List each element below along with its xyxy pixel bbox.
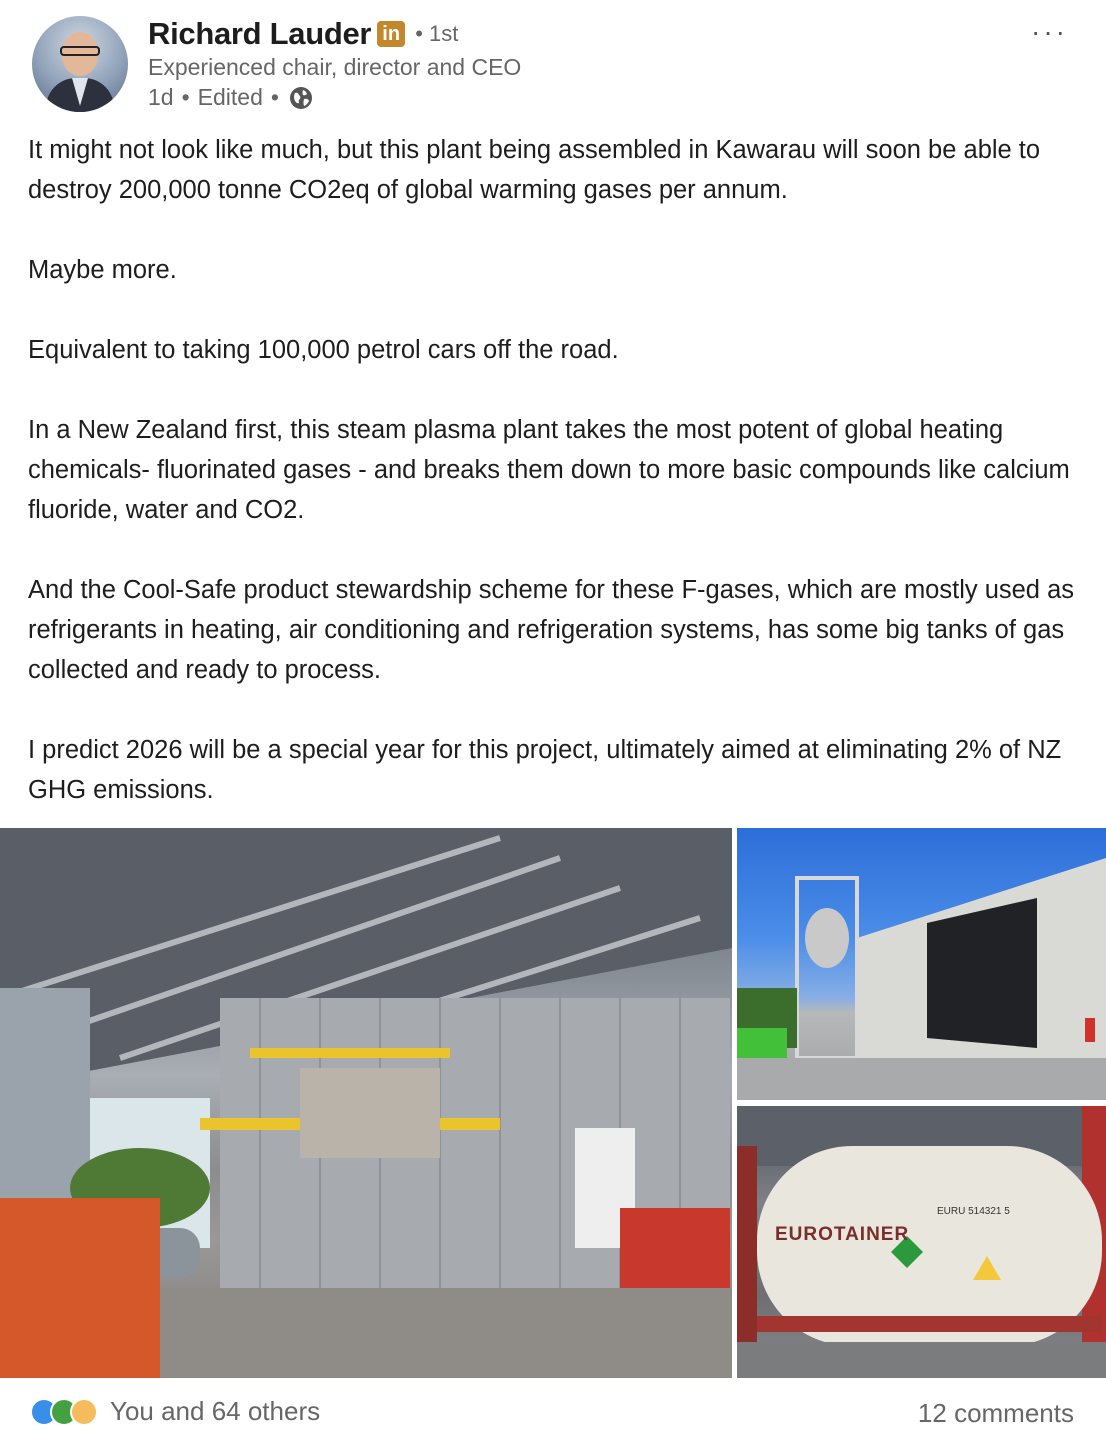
author-name[interactable]: Richard Lauder [148,16,372,51]
post-body [28,130,1088,850]
reactions-summary[interactable] [30,1396,320,1427]
post-paragraph: I predict 2026 will be a special year for this project, ultimately aimed at eliminating 2% of NZ GHG emissions. [28,736,1062,804]
linkedin-badge-icon: in [377,21,405,47]
post-paragraph: In a New Zealand first, this steam plasma plant takes the most potent of global heating chemicals- fluorinated gases - and breaks them down to more basic compounds like calcium fluoride, water and CO2. [28,416,1070,524]
more-icon[interactable]: ··· [1031,16,1068,47]
insightful-icon [70,1398,98,1426]
meta-separator-2: • [270,84,279,110]
connection-degree: • 1st [415,21,459,46]
post-paragraph: Equivalent to taking 100,000 petrol cars off the road. [28,336,619,364]
author-headline: Experienced chair, director and CEO [148,54,522,80]
post-images [0,828,1106,1380]
author-avatar[interactable] [32,16,128,112]
tank-code-label: EURU 514321 5 [937,1206,1010,1217]
meta-separator: • [181,84,190,110]
post-paragraph: And the Cool-Safe product stewardship scheme for these F-gases, which are mostly used as refrigerants in heating, air conditioning and refrigeration systems, has some big tanks of gas collected and ready to process. [28,576,1075,684]
plant-exterior-photo[interactable] [737,828,1106,1100]
globe-icon [289,86,313,110]
post-time: 1d [148,84,174,110]
tank-brand-label: EUROTAINER [775,1224,910,1245]
reaction-count[interactable]: You and 64 others [110,1396,321,1426]
post-paragraph: It might not look like much, but this plant being assembled in Kawarau will soon be able to destroy 200,000 tonne CO2eq of global warming gases per annum. [28,136,1041,204]
post-paragraph: Maybe more. [28,256,177,284]
post-footer [0,1392,1106,1436]
post-header [32,16,1082,116]
author-name-row [148,16,458,52]
post-meta [148,84,313,111]
post-edited: Edited [197,84,263,110]
comments-count[interactable]: 12 comments [917,1398,1074,1428]
plant-interior-photo[interactable] [0,828,732,1378]
gas-tank-photo[interactable] [737,1106,1106,1378]
